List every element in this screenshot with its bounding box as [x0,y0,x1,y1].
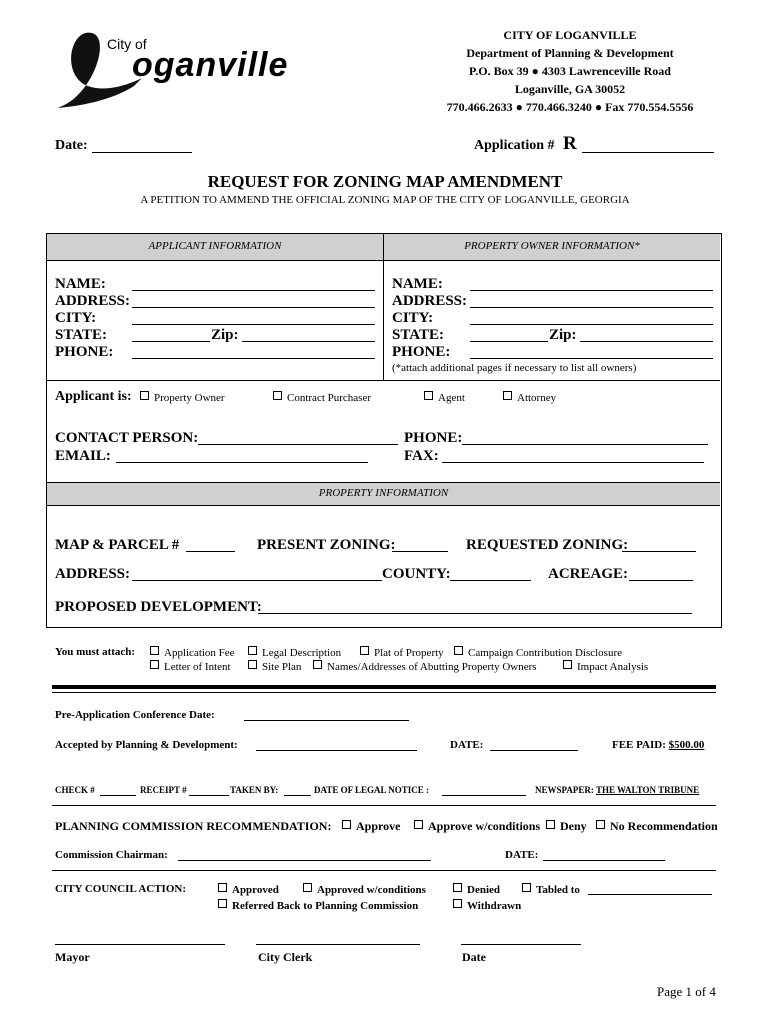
fee-paid-value: $500.00 [668,739,705,751]
property-header: PROPERTY INFORMATION [318,487,449,499]
fee-paid [612,739,704,751]
office-divider [52,805,716,806]
option-contract-purchaser[interactable]: Contract Purchaser [273,391,371,404]
owner-note: (*attach additional pages if necessary to list all owners) [392,362,637,374]
checkbox-icon[interactable] [424,391,433,400]
acreage-field[interactable] [629,580,693,581]
acreage-label: ACREAGE: [548,566,629,582]
fee-paid-label: FEE PAID: [612,739,666,751]
checkbox-icon[interactable] [248,660,257,669]
applicant-state-label: STATE: [55,327,107,343]
applicant-zip-field[interactable] [242,341,375,342]
newspaper [535,785,699,795]
contact-person-label: CONTACT PERSON: [55,430,199,446]
owner-zip-field[interactable] [580,341,713,342]
preapp-label: Pre-Application Conference Date: [55,709,215,721]
owner-address-label: ADDRESS: [392,293,468,309]
owner-name-field[interactable] [470,290,713,291]
taken-by-field[interactable] [284,795,311,796]
option-property-owner[interactable]: Property Owner [140,391,225,404]
property-address-label: ADDRESS: [55,566,131,582]
mayor-signature-line[interactable] [55,944,225,945]
accepted-date-field[interactable] [490,750,578,751]
applicant-zip-label: Zip: [211,327,239,343]
planning-divider [52,870,716,871]
planning-approve[interactable]: Approve [342,819,400,834]
owner-labels [392,276,467,361]
attach-impact-analysis[interactable]: Impact Analysis [563,660,648,673]
attach-abutting-owners[interactable]: Names/Addresses of Abutting Property Owners [313,660,537,673]
receipt-label: RECEIPT # [140,785,187,795]
accepted-field[interactable] [256,750,417,751]
requested-zoning-label: REQUESTED ZONING: [466,537,629,553]
newspaper-label: NEWSPAPER: [535,785,594,795]
requested-zoning-field[interactable] [622,551,696,552]
option-attorney[interactable]: Attorney [503,391,556,404]
city-clerk-label: City Clerk [258,950,313,964]
logo-small-text: City of [107,36,147,52]
applicant-phone-field[interactable] [132,358,375,359]
applicant-section-bottom [47,380,720,381]
attach-site-plan[interactable]: Site Plan [248,660,301,673]
checkbox-icon[interactable] [360,646,369,655]
preapp-field[interactable] [244,720,409,721]
council-approved[interactable]: Approved [218,883,279,896]
council-label: CITY COUNCIL ACTION: [55,883,187,895]
checkbox-icon[interactable] [453,883,462,892]
checkbox-icon[interactable] [454,646,463,655]
form-subtitle: A PETITION TO AMMEND THE OFFICIAL ZONING MAP OF THE CITY OF LOGANVILLE, GEORGIA [140,194,630,206]
owner-city-label: CITY: [392,310,434,326]
check-label: CHECK # [55,785,95,795]
taken-by-label: TAKEN BY: [230,785,279,795]
county-field[interactable] [450,580,531,581]
chairman-date-field[interactable] [543,860,665,861]
applicant-name-field[interactable] [132,290,375,291]
header-city: CITY OF LOGANVILLE [503,28,637,42]
applicant-address-label: ADDRESS: [55,293,131,309]
attach-legal-description[interactable]: Legal Description [248,646,341,659]
legal-notice-label: DATE OF LEGAL NOTICE : [314,785,430,795]
contact-email-field[interactable] [116,462,368,463]
owner-state-field[interactable] [470,341,548,342]
thin-divider [52,692,716,693]
option-agent[interactable]: Agent [424,391,465,404]
city-logo [52,28,302,113]
proposed-development-field[interactable] [258,613,692,614]
contact-fax-field[interactable] [442,462,704,463]
chairman-field[interactable] [178,860,431,861]
accepted-label: Accepted by Planning & Development: [55,739,238,751]
newspaper-value: THE WALTON TRIBUNE [595,785,700,795]
check-field[interactable] [100,795,136,796]
contact-fax-label: FAX: [404,448,439,464]
checkbox-icon[interactable] [150,646,159,655]
attach-plat[interactable]: Plat of Property [360,646,444,659]
checkbox-icon[interactable] [596,820,605,829]
council-approved-conditions[interactable]: Approved w/conditions [303,883,426,896]
attach-campaign-disclosure[interactable]: Campaign Contribution Disclosure [454,646,622,659]
contact-email-label: EMAIL: [55,448,111,464]
council-denied[interactable]: Denied [453,883,500,896]
checkbox-icon[interactable] [140,391,149,400]
contact-phone-label: PHONE: [404,430,463,446]
date-signature-line[interactable] [461,944,581,945]
contact-person-field[interactable] [198,444,398,445]
applicant-name-label: NAME: [55,276,106,292]
checkbox-icon[interactable] [218,899,227,908]
owner-zip-label: Zip: [549,327,577,343]
thick-divider [52,685,716,689]
contact-phone-field[interactable] [462,444,708,445]
applicant-labels [55,276,130,361]
map-parcel-field[interactable] [186,551,235,552]
header-citystate: Loganville, GA 30052 [514,82,626,96]
mayor-label: Mayor [55,950,90,964]
map-parcel-label: MAP & PARCEL # [55,537,180,553]
application-label: Application # [474,138,555,153]
present-zoning-field[interactable] [392,551,448,552]
date-label: Date: [55,138,88,153]
applicant-phone-label: PHONE: [55,344,114,360]
council-tabled[interactable]: Tabled to [522,883,580,896]
checkbox-icon[interactable] [563,660,572,669]
checkbox-icon[interactable] [522,883,531,892]
checkbox-icon[interactable] [150,660,159,669]
checkbox-icon[interactable] [218,883,227,892]
owner-state-label: STATE: [392,327,444,343]
planning-label: PLANNING COMMISSION RECOMMENDATION: [55,819,332,833]
checkbox-icon[interactable] [303,883,312,892]
owner-address-field[interactable] [470,307,713,308]
attach-letter-of-intent[interactable]: Letter of Intent [150,660,231,673]
owner-header: PROPERTY OWNER INFORMATION* [464,240,640,252]
checkbox-icon[interactable] [414,820,423,829]
applicant-city-label: CITY: [55,310,97,326]
checkbox-icon[interactable] [503,391,512,400]
owner-phone-label: PHONE: [392,344,451,360]
checkbox-icon[interactable] [273,391,282,400]
receipt-field[interactable] [189,795,229,796]
legal-notice-field[interactable] [442,795,526,796]
council-tabled-field[interactable] [588,894,712,895]
applicant-address-field[interactable] [132,307,375,308]
applicant-state-field[interactable] [132,341,210,342]
owner-name-label: NAME: [392,276,443,292]
page-number: Page 1 of 4 [657,984,716,999]
owner-phone-field[interactable] [470,358,713,359]
chairman-label: Commission Chairman: [55,849,168,861]
attach-label: You must attach: [55,646,136,658]
proposed-development-label: PROPOSED DEVELOPMENT: [55,599,262,615]
checkbox-icon[interactable] [453,899,462,908]
applicant-header: APPLICANT INFORMATION [148,240,282,252]
accepted-date-label: DATE: [450,739,484,751]
checkbox-icon[interactable] [248,646,257,655]
application-field[interactable] [582,152,714,153]
header-phones: 770.466.2633 ● 770.466.3240 ● Fax 770.554.5556 [446,100,694,114]
signature-date-label: Date [462,950,486,964]
date-field[interactable] [92,152,192,153]
column-divider [383,260,384,380]
applicant-is-label: Applicant is: [55,389,132,404]
council-withdrawn[interactable]: Withdrawn [453,899,521,912]
applicant-city-field[interactable] [132,324,375,325]
chairman-date-label: DATE: [505,849,539,861]
logo-main-text: oganville [132,46,289,84]
checkbox-icon[interactable] [313,660,322,669]
checkbox-icon[interactable] [342,820,351,829]
planning-no-recommendation[interactable]: No Recommendation [596,819,718,834]
form-title: REQUEST FOR ZONING MAP AMENDMENT [207,172,563,191]
application-prefix: R [563,133,577,154]
county-label: COUNTY: [382,566,451,582]
header-dept: Department of Planning & Development [466,46,674,60]
present-zoning-label: PRESENT ZONING: [257,537,396,553]
owner-city-field[interactable] [470,324,713,325]
clerk-signature-line[interactable] [256,944,420,945]
attach-application-fee[interactable]: Application Fee [150,646,235,659]
planning-approve-conditions[interactable]: Approve w/conditions [414,819,540,834]
property-address-field[interactable] [132,580,382,581]
planning-deny[interactable]: Deny [546,819,587,834]
checkbox-icon[interactable] [546,820,555,829]
council-referred-back[interactable]: Referred Back to Planning Commission [218,899,418,912]
header-address [410,26,730,116]
header-pobox: P.O. Box 39 ● 4303 Lawrenceville Road [469,64,671,78]
